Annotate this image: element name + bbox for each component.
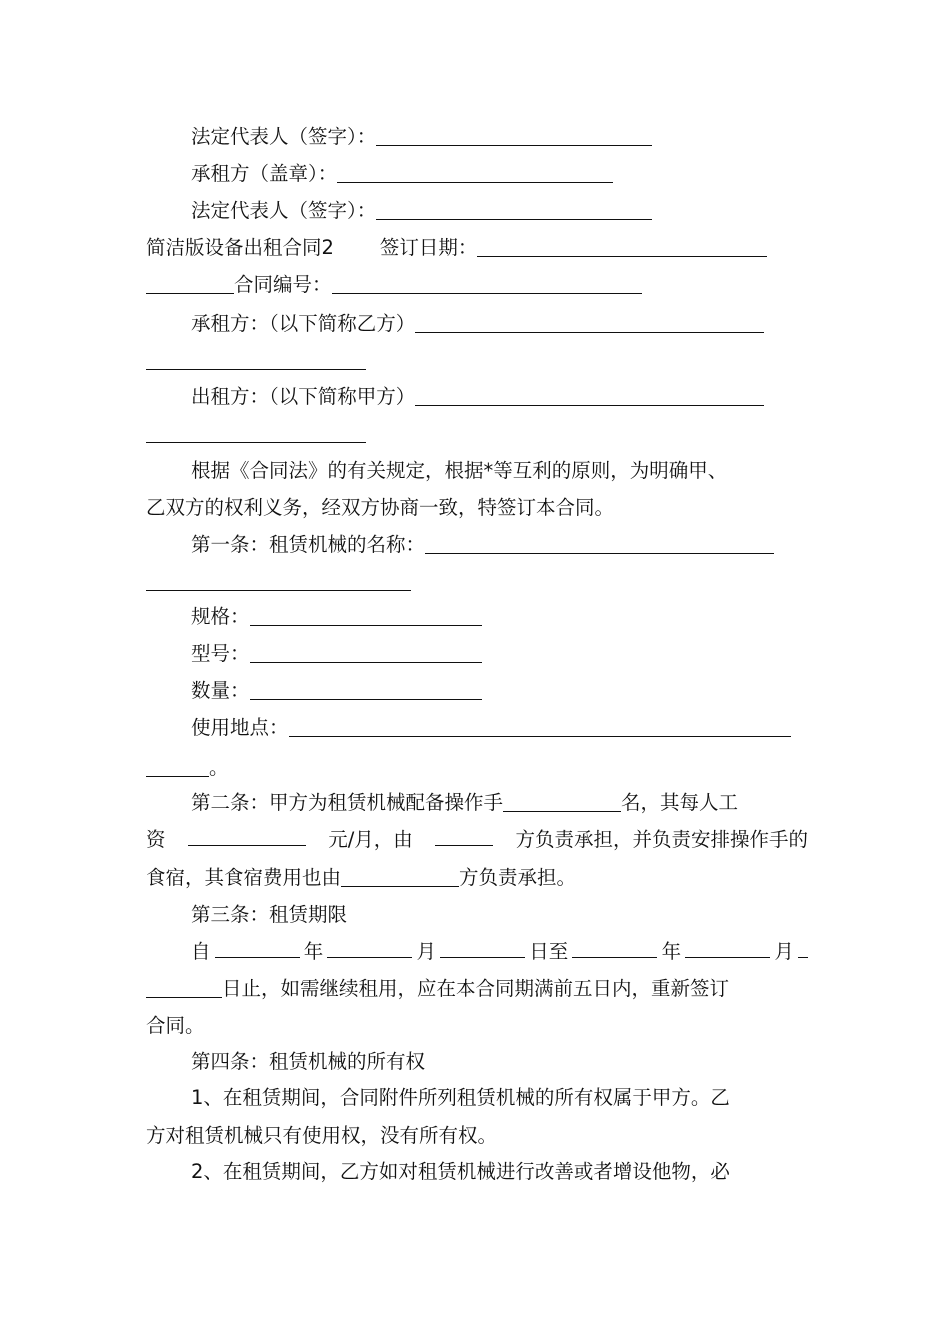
spec-line: 规格： (146, 598, 808, 635)
article-3-heading: 第三条：租赁期限 (191, 903, 348, 926)
seal-blank (337, 158, 613, 183)
article-2-line-1: 第二条：甲方为租赁机械配备操作手 名，其每人工 (146, 784, 808, 821)
location-line: 使用地点： (146, 709, 808, 746)
signature-blank (376, 195, 652, 220)
lease-period-line: 自 年 月 日至 年 月 (146, 933, 808, 970)
location-line-cont: 。 (146, 749, 808, 786)
preamble-line-2: 乙双方的权利义务，经双方协商一致，特签订本合同。 (146, 496, 615, 519)
lessor-party-line-cont (146, 415, 808, 452)
article-2-line-3: 食宿，其食宿费用也由 方负责承担。 (146, 859, 808, 896)
article-1-line-cont (146, 563, 808, 600)
lease-period-line-cont: 日止，如需继续租用，应在本合同期满前五日内，重新签订 (146, 970, 808, 1007)
article-2-line-2: 资 元/月，由 方负责承担，并负责安排操作手的 (146, 821, 808, 858)
article-4-clause-1-line-2: 方对租赁机械只有使用权，没有所有权。 (146, 1124, 498, 1147)
lease-period-line-end: 合同。 (146, 1014, 205, 1037)
legal-rep-signature-line-2: 法定代表人（签字）： (146, 192, 808, 229)
legal-rep-signature-line-1: 法定代表人（签字）： (146, 118, 808, 155)
article-4-clause-2-line-1: 2、在租赁期间，乙方如对租赁机械进行改善或者增设他物，必 (191, 1160, 730, 1183)
article-1-line: 第一条：租赁机械的名称： (146, 526, 808, 563)
lessee-party-line: 承租方：（以下简称乙方） (146, 305, 808, 342)
lessor-party-line: 出租方：（以下简称甲方） (146, 378, 808, 415)
lessee-seal-line: 承租方（盖章）： (146, 155, 808, 192)
quantity-line: 数量： (146, 672, 808, 709)
contract-number-blank (332, 269, 642, 294)
signature-blank (376, 121, 652, 146)
contract-number-line: 合同编号： (146, 266, 808, 303)
contract-title-line: 简洁版设备出租合同2 签订日期： (146, 229, 808, 266)
model-line: 型号： (146, 635, 808, 672)
article-4-clause-1-line-1: 1、在租赁期间，合同附件所列租赁机械的所有权属于甲方。乙 (191, 1086, 730, 1109)
preamble-line-1: 根据《合同法》的有关规定，根据*等互利的原则，为明确甲、 (191, 459, 728, 482)
article-4-heading: 第四条：租赁机械的所有权 (191, 1050, 426, 1073)
contract-title: 简洁版设备出租合同2 (146, 236, 334, 259)
lessee-party-line-cont (146, 342, 808, 379)
sign-date-blank (477, 232, 767, 257)
